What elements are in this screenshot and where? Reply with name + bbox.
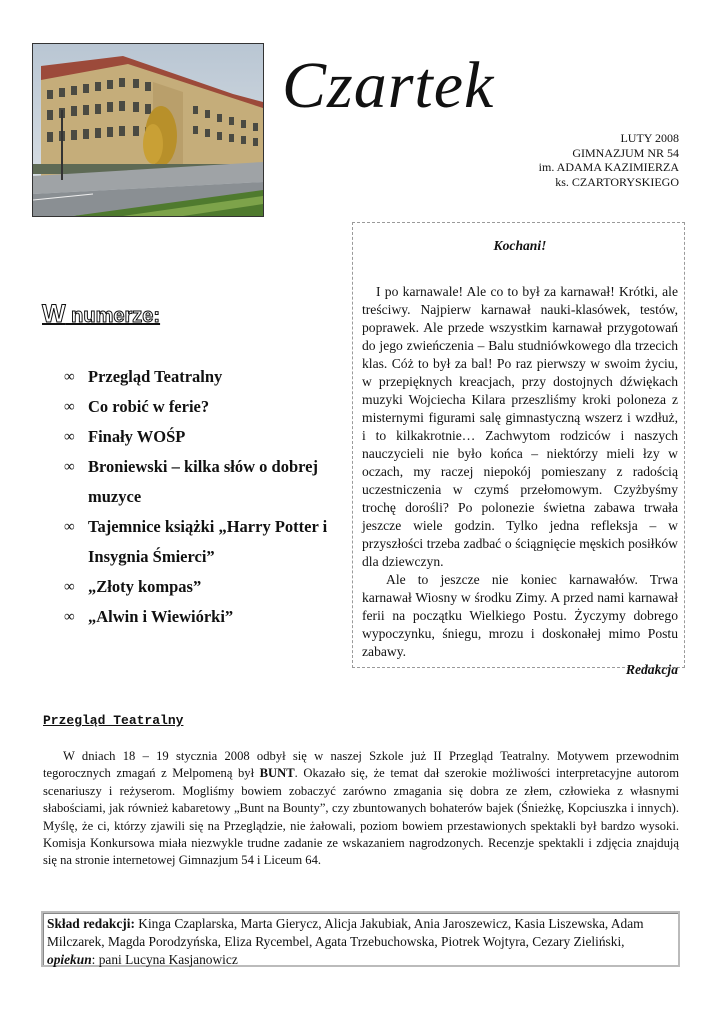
school-patron-line1: im. ADAMA KAZIMIERZA xyxy=(538,160,679,174)
school-patron-line2: ks. CZARTORYSKIEGO xyxy=(555,174,679,189)
toc-heading xyxy=(42,300,160,329)
letter-signature: Redakcja xyxy=(625,662,678,677)
toc-item xyxy=(64,452,349,512)
guardian-label: opiekun xyxy=(47,952,92,967)
article-body xyxy=(43,748,679,870)
infinity-bullet-icon: ∞ xyxy=(64,429,75,445)
infinity-bullet-icon: ∞ xyxy=(64,399,75,415)
letter-paragraph: Ale to jeszcze nie koniec karnawałów. Trwa karnawał Wiosny w środku Zimy. A przed nami karnawał ferii na początku Wielkiego Postu. Życzymy dobrego wypoczynku, śniegu, mrozu i doskonałej mimo Postu zabawy. xyxy=(362,572,678,659)
letter-greeting: Kochani! xyxy=(493,238,547,253)
toc-item xyxy=(64,392,349,422)
issue-date: LUTY 2008 xyxy=(620,131,679,145)
toc-item xyxy=(64,602,349,632)
toc-item-label: „Alwin i Wiewiórki” xyxy=(88,607,234,626)
school-name: GIMNAZJUM NR 54 xyxy=(572,145,679,160)
toc-item-label: Finały WOŚP xyxy=(88,427,186,446)
infinity-bullet-icon: ∞ xyxy=(64,369,75,385)
guardian-name: : pani Lucyna Kasjanowicz xyxy=(91,952,238,967)
editorial-staff-box xyxy=(41,911,680,967)
infinity-bullet-icon: ∞ xyxy=(64,609,75,625)
newspaper-title: Czartek xyxy=(282,49,495,122)
editorial-letter-box xyxy=(352,222,685,677)
infinity-bullet-icon: ∞ xyxy=(64,579,75,595)
school-building-photo xyxy=(32,43,264,217)
staff-members: Kinga Czaplarska, Marta Gierycz, Alicja Jakubiak, Ania Jaroszewicz, Kasia Liszewska, Adam Milczarek, Magda Porodzyńska, Eliza Rycembel, Agata Trzebuchowska, Piotrek Wojtyra, Cezary Zieliński, xyxy=(47,916,644,949)
toc-heading-initial: W xyxy=(42,300,66,328)
toc-list xyxy=(64,362,349,632)
article-text: . Okazało się, że temat dał szerokie możliwości interpretacyjne autorom scenariuszy i reżyserom. Mogliśmy bowiem zobaczyć zarówno zmagania się dobra ze złem, człowieka z własnymi słabościami, jak również kabaretowy „Bunt na Bounty”, czy zbuntowanych bohaterów bajek (Śnieżkę, Kopciuszka i innych). Myślę, że ci, którzy zjawili się na Przeglądzie, nie żałowali, poziom bowiem przestawionych spektakli był bardzo wysoki. Komisja Konkursowa miała niezwykle trudne zadanie ze wskazaniem nagrodzonych. Recenzje spektakli i zdjęcia znajdują się na stronie internetowej Gimnazjum 54 i Liceum 64. xyxy=(43,766,679,868)
toc-item-label: Tajemnice książki „Harry Potter i Insygnia Śmierci” xyxy=(88,517,328,566)
toc-item-label: Broniewski – kilka słów o dobrej muzyce xyxy=(88,457,318,506)
infinity-bullet-icon: ∞ xyxy=(64,519,75,535)
infinity-bullet-icon: ∞ xyxy=(64,459,75,475)
toc-item xyxy=(64,512,349,572)
article-title: Przegląd Teatralny xyxy=(43,713,184,728)
toc-item-label: „Złoty kompas” xyxy=(88,577,202,596)
toc-item xyxy=(64,422,349,452)
toc-item-label: Co robić w ferie? xyxy=(88,397,210,416)
article-text: W dniach 18 – 19 stycznia 2008 odbył się w naszej Szkole już II Przegląd Teatralny. Motywem przewodnim tegorocznych zmagań z Melpomeną był xyxy=(43,749,679,781)
toc-item xyxy=(64,572,349,602)
toc-item-label: Przegląd Teatralny xyxy=(88,367,223,386)
staff-label: Skład redakcji: xyxy=(47,916,135,931)
article-emphasis: BUNT xyxy=(259,766,295,781)
toc-item xyxy=(64,362,349,392)
toc-heading-rest: numerze: xyxy=(65,305,161,327)
issue-info xyxy=(539,131,679,189)
letter-paragraph: I po karnawale! Ale co to był za karnawał! Krótki, ale treściwy. Najpierw karnawał nauki-klasówek, testów, poprawek. Ale przede wszystkim karnawał przygotowań do jego zwieńczenia – Balu studniówkowego dla trzecich klas. Cóż to był za bal! Po raz pierwszy w swoim życiu, w przepięknych kreacjach, przy dostojnych dźwiękach muzyki Wojciecha Kilara przeszliśmy kroki poloneza z misternymi figurami salę gimnastyczną wszerz i wzdłuż, i to kilkakrotnie… Zachwytom rodziców i naszych nauczycieli nie było końca – niektórzy mieli łzy w oczach, my raczej niepokój pomieszany z radością uczestniczenia w czymś przełomowym. Czyżbyśmy trochę dorośli? Po polonezie świetna zabawa trwała jeszcze wiele godzin. Tylko jedna refleksja – w przyszłości trzeba zadbać o ściągnięcie męskich posiłków dla dziewczyn. xyxy=(362,284,678,569)
